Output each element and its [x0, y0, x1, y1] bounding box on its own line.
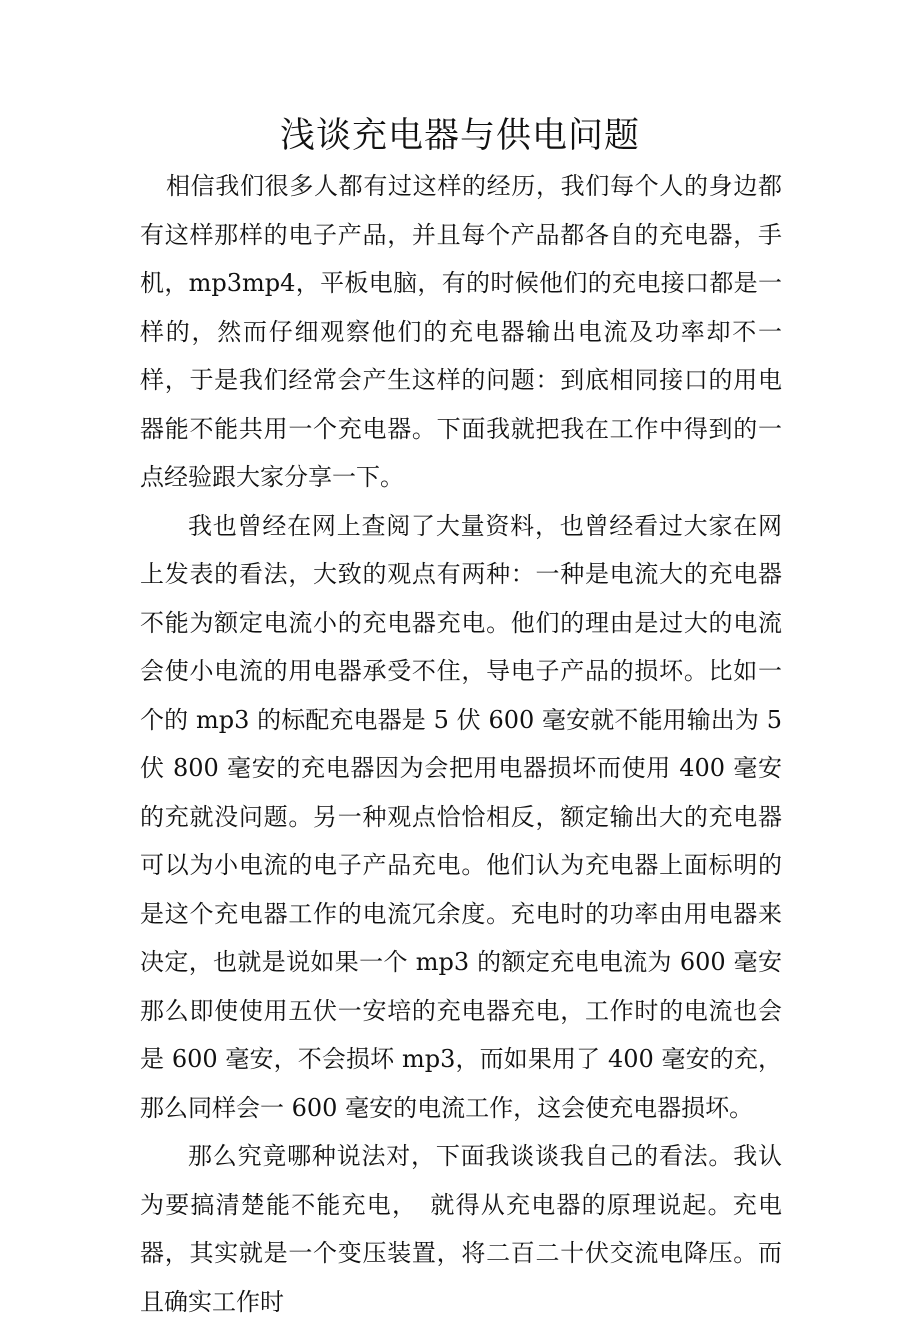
document-body: [140, 162, 782, 1326]
document-title: 浅谈充电器与供电问题: [279, 116, 640, 156]
paragraph-viewpoints: 我也曾经在网上查阅了大量资料，也曾经看过大家在网上发表的看法，大致的观点有两种：一种是电流大的充电器不能为额定电流小的充电器充电。他们的理由是过大的电流会使小电流的用电器承受不住，导电子产品的损坏。比如一个的 mp3 的标配充电器是 5 伏 600 毫安就不能用输出为 5 伏 800 毫安的充电器因为会把用电器损坏而使用 400 毫安的充就没问题。另一种观点恰恰相反，额定输出大的充电器可以为小电流的电子产品充电。他们认为充电器上面标明的是这个充电器工作的电流冗余度。充电时的功率由用电器来决定，也就是说如果一个 mp3 的额定充电电流为 600 毫安那么即使使用五伏一安培的充电器充电，工作时的电流也会是 600 毫安，不会损坏 mp3，而如果用了 400 毫安的充，那么同样会一 600 毫安的电流工作，这会使充电器损坏。: [140, 511, 782, 1122]
paragraph-opinion: 那么究竟哪种说法对，下面我谈谈我自己的看法。我认为要搞清楚能不能充电， 就得从充电器的原理说起。充电器，其实就是一个变压装置，将二百二十伏交流电降压。而且确实工作时: [140, 1142, 782, 1316]
paragraph-intro: 相信我们很多人都有过这样的经历，我们每个人的身边都有这样那样的电子产品，并且每个产品都各自的充电器，手机，mp3mp4，平板电脑，有的时候他们的充电接口都是一样的，然而仔细观察他们的充电器输出电流及功率却不一样，于是我们经常会产生这样的问题：到底相同接口的用电器能不能共用一个充电器。下面我就把我在工作中得到的一点经验跟大家分享一下。: [140, 172, 782, 491]
